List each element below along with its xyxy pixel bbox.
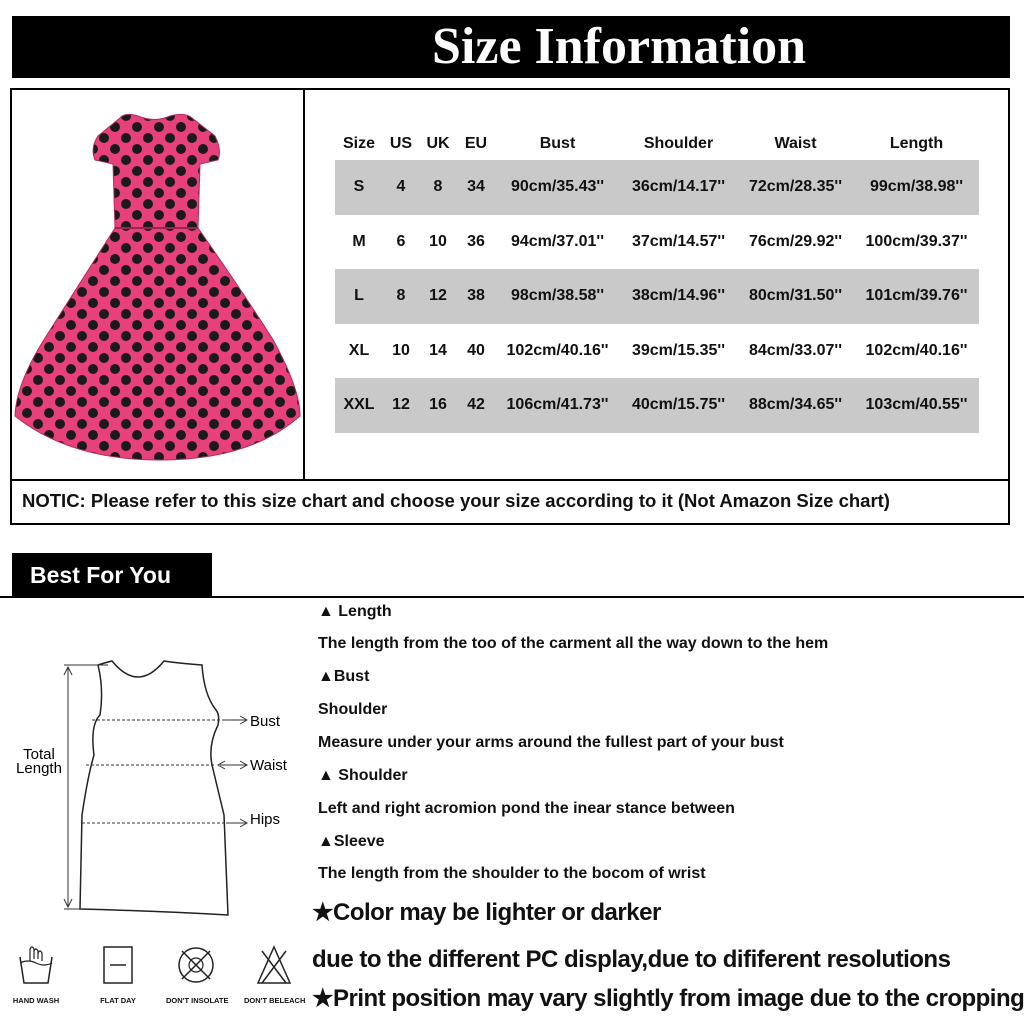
cell-waist: 84cm/33.07'' — [748, 341, 842, 359]
cell-bust: 90cm/35.43'' — [495, 160, 620, 215]
header-shoulder: Shoulder — [643, 135, 714, 152]
dont-insolate-label: DON'T INSOLATE — [166, 996, 229, 1005]
label-bust: Bust — [250, 713, 281, 730]
cell-eu: 40 — [467, 341, 485, 359]
cell-uk: 14 — [429, 341, 447, 359]
cell-bust: 102cm/40.16'' — [506, 341, 609, 359]
desc-bust-text: Measure under your arms around the fullest part of your bust — [318, 734, 784, 751]
section-divider — [0, 596, 1024, 598]
desc-bust-heading: ▲Bust — [318, 668, 370, 685]
cell-us: 12 — [383, 378, 419, 433]
desc-shoulder-text: Left and right acromion pond the inear stance between — [318, 800, 735, 817]
cell-shoulder: 39cm/15.35'' — [631, 341, 725, 359]
size-table — [335, 128, 979, 433]
cell-shoulder: 40cm/15.75'' — [620, 378, 737, 433]
note-print-position: ★Print position may vary slightly from image due to the cropping — [312, 985, 1024, 1012]
cell-waist: 72cm/28.35'' — [737, 160, 854, 215]
cell-us: 8 — [383, 269, 419, 324]
hand-wash-label: HAND WASH — [12, 996, 60, 1005]
label-total-length-1: Total — [23, 746, 55, 763]
cell-bust: 106cm/41.73'' — [495, 378, 620, 433]
cell-uk: 10 — [429, 232, 447, 250]
cell-waist: 88cm/34.65'' — [737, 378, 854, 433]
table-header-row — [335, 128, 979, 160]
cell-length: 101cm/39.76'' — [854, 269, 979, 324]
measurement-diagram — [8, 655, 308, 917]
flat-day-label: FLAT DAY — [100, 996, 136, 1005]
cell-uk: 12 — [419, 269, 457, 324]
cell-uk: 8 — [419, 160, 457, 215]
cell-bust: 98cm/38.58'' — [495, 269, 620, 324]
table-row — [335, 215, 979, 270]
care-flat-day — [88, 943, 148, 1005]
table-row — [335, 378, 979, 433]
note-color: ★Color may be lighter or darker — [312, 899, 661, 926]
desc-sleeve-heading: ▲Sleeve — [318, 833, 385, 850]
size-notice: NOTIC: Please refer to this size chart and choose your size according to it (Not Amazon Size chart) — [22, 490, 890, 511]
flat-dry-icon — [98, 943, 138, 987]
header-size: Size — [342, 135, 375, 152]
desc-bust-shoulder: Shoulder — [318, 701, 388, 718]
header-uk: UK — [426, 135, 450, 152]
cell-size: S — [335, 160, 383, 215]
care-dont-bleach — [244, 943, 304, 1005]
best-for-you-tab: Best For You — [12, 553, 212, 596]
cell-length: 99cm/38.98'' — [854, 160, 979, 215]
notice-divider — [10, 479, 1010, 481]
table-row — [335, 324, 979, 379]
cell-waist: 80cm/31.50'' — [737, 269, 854, 324]
table-row — [335, 269, 979, 324]
label-total-length-2: Length — [16, 760, 62, 777]
cell-length: 100cm/39.37'' — [865, 232, 968, 250]
dress-outline — [80, 661, 228, 915]
dress-image-cell — [10, 88, 305, 481]
table-row — [335, 160, 979, 215]
cell-eu: 34 — [457, 160, 495, 215]
care-dont-insolate — [166, 943, 229, 1005]
label-hips: Hips — [250, 811, 281, 828]
header-bust: Bust — [539, 135, 576, 152]
desc-sleeve-text: The length from the shoulder to the bocom of wrist — [318, 865, 706, 882]
cell-us: 6 — [396, 232, 406, 250]
cell-eu: 38 — [457, 269, 495, 324]
cell-shoulder: 36cm/14.17'' — [620, 160, 737, 215]
note-display: due to the different PC display,due to dififerent resolutions — [312, 946, 951, 973]
cell-length: 102cm/40.16'' — [865, 341, 968, 359]
cell-eu: 36 — [467, 232, 485, 250]
cell-eu: 42 — [457, 378, 495, 433]
label-waist: Waist — [250, 757, 287, 774]
header-waist: Waist — [774, 135, 817, 152]
cell-us: 4 — [383, 160, 419, 215]
header-length: Length — [889, 135, 944, 152]
cell-size: L — [335, 269, 383, 324]
cell-uk: 16 — [419, 378, 457, 433]
cell-shoulder: 38cm/14.96'' — [620, 269, 737, 324]
cell-length: 103cm/40.55'' — [854, 378, 979, 433]
desc-length-heading: ▲ Length — [318, 603, 392, 620]
desc-shoulder-heading: ▲ Shoulder — [318, 767, 408, 784]
hand-wash-icon — [16, 943, 56, 987]
cell-size: M — [352, 232, 366, 250]
cell-waist: 76cm/29.92'' — [748, 232, 842, 250]
cell-us: 10 — [392, 341, 410, 359]
cell-bust: 94cm/37.01'' — [510, 232, 604, 250]
header-eu: EU — [464, 135, 488, 152]
dont-bleach-label: DON'T BELEACH — [244, 996, 306, 1005]
no-sun-icon — [176, 943, 216, 987]
cell-shoulder: 37cm/14.57'' — [631, 232, 725, 250]
no-bleach-icon — [254, 943, 294, 987]
desc-length-text: The length from the too of the carment all the way down to the hem — [318, 635, 829, 652]
cell-size: XXL — [335, 378, 383, 433]
care-hand-wash — [6, 943, 66, 1005]
cell-size: XL — [348, 341, 370, 359]
polka-dot-dress-image — [10, 88, 303, 481]
header-us: US — [389, 135, 413, 152]
page-title: Size Information — [432, 18, 807, 75]
